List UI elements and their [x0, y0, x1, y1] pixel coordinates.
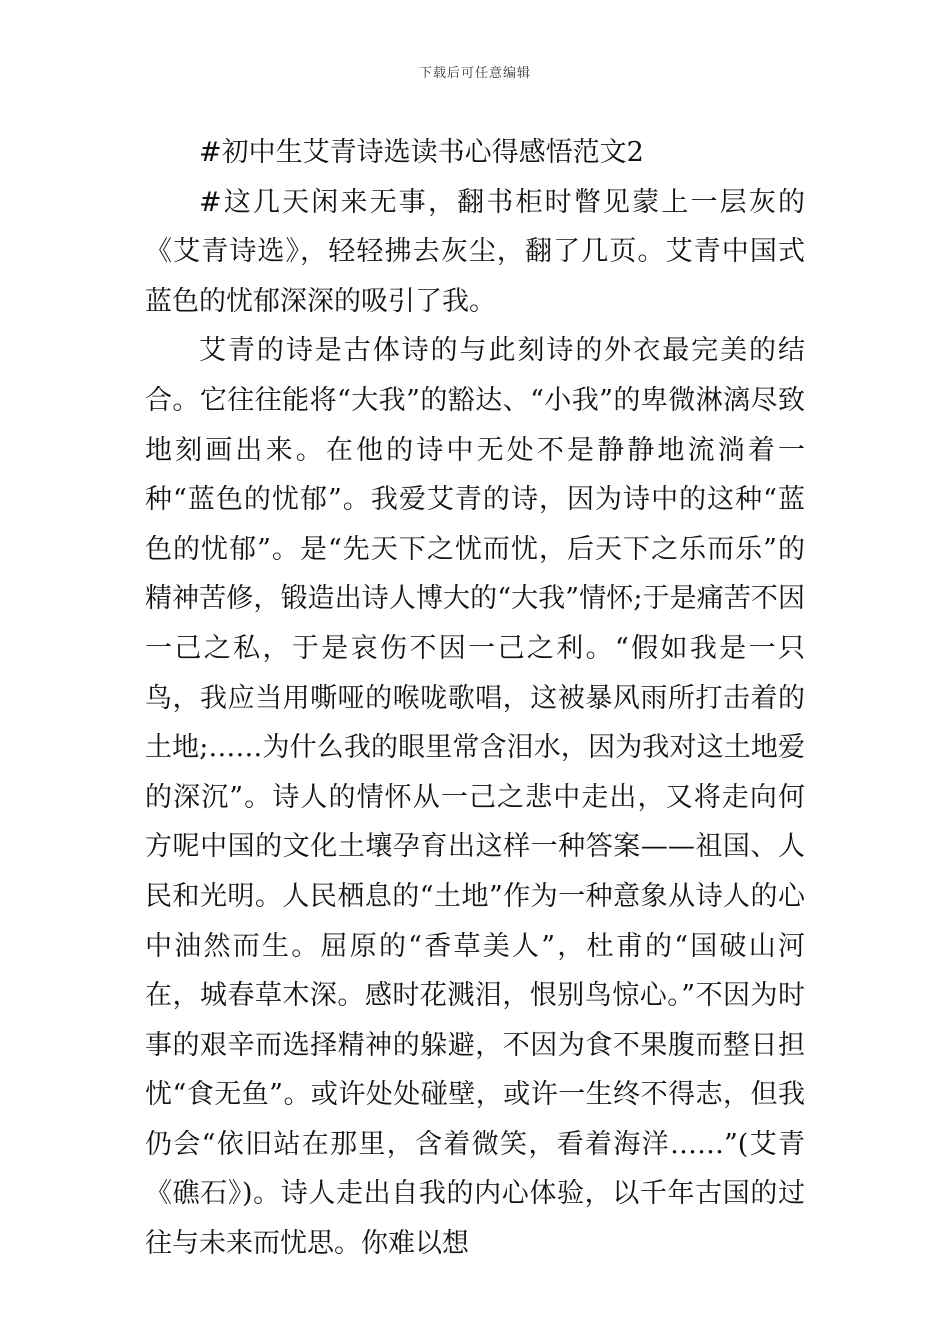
header-note: 下载后可任意编辑 — [418, 66, 531, 81]
document-title: #初中生艾青诗选读书心得感悟范文2 — [199, 137, 644, 168]
paragraph-main: 艾青的诗是古体诗的与此刻诗的外衣最完美的结合。它往往能将“大我”的豁达、“小我”的卑微淋漓尽致地刻画出来。在他的诗中无处不是静静地流淌着一种“蓝色的忧郁”。我爱艾青的诗，因为诗中的这种“蓝色的忧郁”。是“先天下之忧而忧，后天下之乐而乐”的精神苦修，锻造出诗人博大的“大我”情怀;于是痛苦不因一己之私，于是哀伤不因一己之利。“假如我是一只鸟，我应当用嘶哑的喉咙歌唱，这被暴风雨所打击着的土地;……为什么我的眼里常含泪水，因为我对这土地爱的深沉”。诗人的情怀从一己之悲中走出，又将走向何方呢中国的文化土壤孕育出这样一种答案——祖国、人民和光明。人民栖息的“土地”作为一种意象从诗人的心中油然而生。屈原的“香草美人”，杜甫的“国破山河在，城春草木深。感时花溅泪，恨别鸟惊心。”不因为时事的艰辛而选择精神的躲避，不因为食不果腹而整日担忧“食无鱼”。或许处处碰壁，或许一生终不得志，但我仍会“依旧站在那里，含着微笑，看着海洋……”(艾青《礁石》)。诗人走出自我的内心体验，以千年古国的过往与未来而忧思。你难以想 — [145, 335, 805, 1260]
document-body — [145, 128, 805, 1269]
paragraph-intro: #这几天闲来无事，翻书柜时瞥见蒙上一层灰的《艾青诗选》，轻轻拂去灰尘，翻了几页。艾青中国式蓝色的忧郁深深的吸引了我。 — [145, 186, 805, 317]
